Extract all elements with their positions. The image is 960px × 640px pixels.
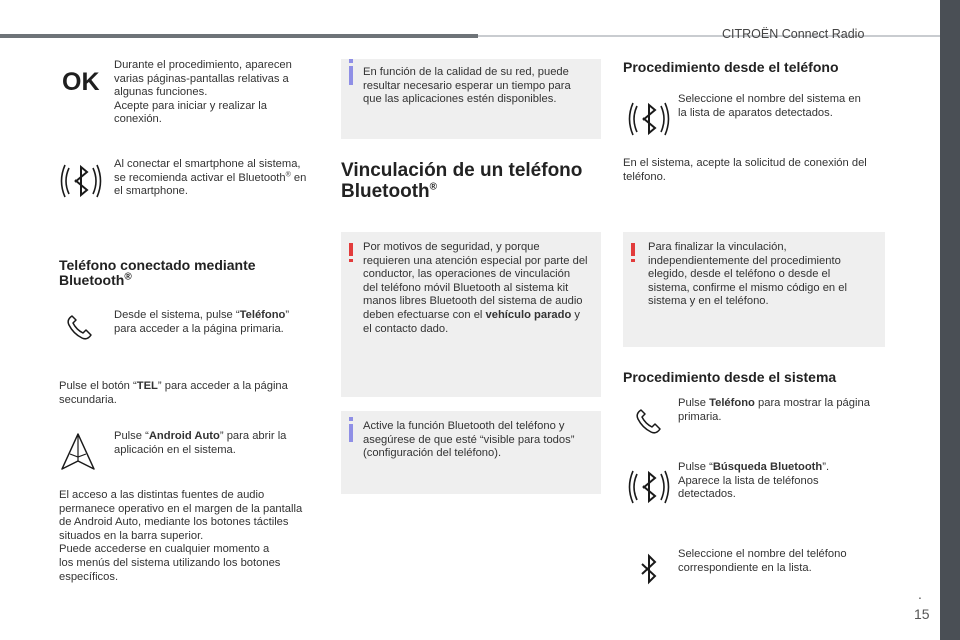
warning-code-text: Para finalizar la vinculación, independientemente del procedimiento elegido, desde el teléfono o desde el sistema, confirme el mismo código en el sistema y en el teléfono.: [648, 241, 847, 308]
info-bar-dot: [349, 417, 353, 421]
bluetooth-signal-icon: [60, 160, 102, 202]
phone-primary-text: Desde el sistema, pulse “Teléfono” para acceder a la página primaria.: [114, 309, 290, 335]
bluetooth-search-text: Pulse “Búsqueda Bluetooth”. Aparece la lista de teléfonos detectados.: [678, 461, 830, 501]
right-sidebar: [940, 0, 960, 640]
section-heading-from-system: Procedimiento desde el sistema: [623, 369, 837, 385]
warning-box-code: [623, 232, 885, 347]
header-rule-light: [478, 35, 940, 37]
select-phone-text: Seleccione el nombre del teléfono correspondiente en la lista.: [678, 548, 847, 574]
info-bar: [349, 424, 353, 442]
next-page-marker: .: [918, 586, 922, 602]
bluetooth-signal-icon: [628, 466, 670, 508]
section-heading-from-phone: Procedimiento desde el teléfono: [623, 59, 839, 75]
bluetooth-signal-icon: [628, 98, 670, 140]
info-visibility-text: Active la función Bluetooth del teléfono y asegúrese de que esté “visible para todos” (configuración del teléfono).: [363, 420, 575, 460]
header-title: CITROËN Connect Radio: [722, 27, 865, 41]
warning-bar: [631, 243, 635, 256]
info-box-visibility: [341, 411, 601, 494]
warning-safety-text: Por motivos de seguridad, y porque requieren una atención especial por parte del conductor, las operaciones de vinculación del teléfono móvil Bluetooth al sistema kit manos libres Bluetooth del sistema de audio deben efectuarse con el vehículo parado y el contacto dado.: [363, 241, 588, 335]
warning-bar-dot: [349, 259, 353, 262]
bluetooth-icon: [636, 552, 662, 590]
info-bar-dot: [349, 59, 353, 63]
ok-icon: OK: [62, 68, 100, 96]
header-rule-dark: [0, 34, 478, 38]
info-box-network: [341, 59, 601, 139]
accept-request-text: En el sistema, acepte la solicitud de conexión del teléfono.: [623, 157, 867, 183]
android-auto-text: Pulse “Android Auto” para abrir la aplicación en el sistema.: [114, 430, 287, 456]
phone-icon: [64, 312, 94, 342]
section-heading-pairing: Vinculación de un teléfono Bluetooth®: [341, 160, 583, 202]
info-bar: [349, 66, 353, 85]
phone-icon: [633, 406, 663, 436]
bluetooth-recommend-text: Al conectar el smartphone al sistema, se recomienda activar el Bluetooth® en el smartphone.: [114, 158, 307, 198]
section-heading-phone-connected: Teléfono conectado mediante Bluetooth®: [59, 257, 256, 288]
tel-button-text: Pulse el botón “TEL” para acceder a la página secundaria.: [59, 380, 288, 406]
warning-bar-dot: [631, 259, 635, 262]
info-network-text: En función de la calidad de su red, puede resultar necesario esperar un tiempo para que las aplicaciones estén disponibles.: [363, 66, 571, 106]
warning-bar: [349, 243, 353, 256]
android-auto-icon: [60, 432, 96, 472]
phone-primary-text: Pulse Teléfono para mostrar la página primaria.: [678, 397, 870, 423]
access-audio-text: El acceso a las distintas fuentes de audio permanece operativo en el margen de la pantalla de Android Auto, mediante los botones táctiles situados en la barra superior. Puede accederse en cualquier momento a los menús del sistema utilizando los botones específicos.: [59, 489, 303, 583]
page-number: 15: [914, 606, 930, 622]
warning-box-safety: [341, 232, 601, 397]
ok-description: Durante el procedimiento, aparecen varias páginas-pantallas relativas a algunas funciones. Acepte para iniciar y realizar la conexión.: [114, 59, 292, 126]
select-system-text: Seleccione el nombre del sistema en la lista de aparatos detectados.: [678, 93, 861, 119]
